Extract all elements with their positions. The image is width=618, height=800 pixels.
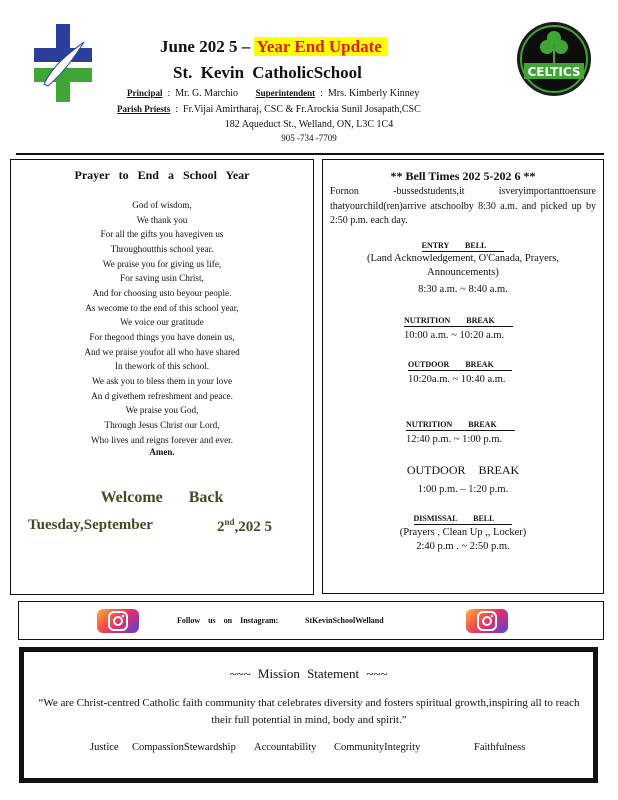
- prayer-line: And for choosing usto beyour people.: [92, 287, 232, 298]
- principal-row: Principal : Mr. G. Marchio Superintendent : Mrs. Kimberly Kinney: [127, 88, 420, 99]
- prayer-line: Throughoutthis school year.: [110, 243, 214, 254]
- newsletter-title: [160, 37, 388, 57]
- prayer-line: In thework of this school.: [114, 361, 210, 372]
- prayer-line: For thegood things you have donein us,: [89, 331, 235, 342]
- celtics-logo-text: CELTICS: [527, 65, 581, 79]
- prayer-poem: [12, 198, 312, 447]
- superintendent-label: Superintendent: [255, 88, 316, 98]
- mission-text: “We are Christ-centred Catholic faith community that celebrates diversity and fosters spiritual growth,inspiring all to reach their full potential in mind, body and spirit.”: [38, 697, 580, 726]
- nutrition-break-2-heading: NUTRITION BREAK: [406, 420, 515, 431]
- month-year: June 202 5: [160, 37, 238, 56]
- outdoor-break-1-time: 10:20a.m. ~ 10:40 a.m.: [408, 374, 506, 385]
- date-suffix: nd: [224, 517, 235, 527]
- nutrition-break-1-time: 10:00 a.m. ~ 10:20 a.m.: [404, 330, 505, 341]
- prayer-line: We praise you for giving us life,: [102, 258, 222, 269]
- prayer-line: We voice our gratitude: [120, 317, 204, 328]
- date-day: 2: [217, 519, 225, 535]
- prayer-line: We thank you: [136, 214, 188, 225]
- school-cross-logo: [34, 24, 92, 102]
- year-end-update: Year End Update: [254, 37, 387, 56]
- bell-intro: Fornon -bussedstudents,it isveryimportanttoensure thatyourchild(ren)arrive atschoolby 8:30 a.m. and picked up by 2:50 p.m. each day.: [330, 186, 596, 226]
- nutrition-break-1-heading: NUTRITION BREAK: [404, 316, 513, 327]
- principal-label: Principal: [127, 88, 163, 98]
- school-name: St. Kevin CatholicSchool: [173, 63, 362, 82]
- instagram-icon[interactable]: [466, 609, 508, 633]
- mission-title: ~~~ Mission Statement ~~~: [229, 666, 388, 681]
- prayer-line: As wecome to the end of this school year,: [85, 302, 239, 313]
- value-item: CompassionStewardship: [132, 742, 236, 753]
- value-item: Faithfulness: [474, 742, 526, 753]
- dismissal-bell-heading: DISMISSAL BELL: [414, 514, 513, 525]
- dismissal-bell-time: 2:40 p.m . ~ 2:50 p.m.: [416, 541, 510, 552]
- instagram-handle[interactable]: StKevinSchoolWelland: [305, 616, 384, 625]
- outdoor-break-1: [322, 360, 604, 387]
- prayer-line: For saving usin Christ,: [120, 273, 204, 284]
- outdoor-break-2-heading: OUTDOOR BREAK: [406, 463, 520, 477]
- school-phone: 905 -734 -7709: [281, 133, 337, 143]
- priests-label: Parish Priests: [117, 104, 171, 114]
- title-dash: –: [237, 37, 255, 56]
- celtics-logo: [516, 21, 592, 97]
- prayer-line: Through Jesus Christ our Lord,: [104, 419, 220, 430]
- school-address: 182 Aqueduct St., Welland, ON, L3C 1C4: [224, 119, 394, 130]
- priests-names: Fr.Vijai Amirtharaj, CSC & Fr.Arockia Sunil Josapath,CSC: [183, 104, 421, 115]
- bell-times-title: ** Bell Times 202 5-202 6 **: [390, 169, 536, 183]
- dismissal-bell-desc: (Prayers , Clean Up ,, Locker): [399, 527, 527, 538]
- nutrition-break-2: [322, 420, 604, 447]
- outdoor-break-2-time: 1:00 p.m. – 1:20 p.m.: [417, 484, 509, 495]
- entry-bell-heading: ENTRY BELL: [422, 241, 505, 252]
- entry-bell-desc: (Land Acknowledgement, O'Canada, Prayers, Announcements): [367, 253, 559, 278]
- prayer-amen: Amen.: [149, 447, 175, 457]
- priests-row: Parish Priests : Fr.Vijai Amirtharaj, CSC & Fr.Arockia Sunil Josapath,CSC: [117, 104, 421, 115]
- nutrition-break-2-time: 12:40 p.m. ~ 1:00 p.m.: [406, 434, 503, 445]
- return-date-weekday: Tuesday,September: [28, 517, 153, 533]
- prayer-line: Who lives and reigns forever and ever.: [90, 434, 234, 445]
- instagram-icon[interactable]: [97, 609, 139, 633]
- outdoor-break-1-heading: OUTDOOR BREAK: [408, 360, 512, 371]
- entry-bell-section: [322, 241, 604, 297]
- nutrition-break-1: [322, 316, 604, 343]
- outdoor-break-2: [322, 463, 604, 497]
- prayer-line: For all the gifts you havegiven us: [100, 229, 224, 240]
- value-item: Justice: [90, 742, 119, 753]
- prayer-line: God of wisdom,: [132, 200, 192, 210]
- welcome-back: Welcome Back: [100, 489, 224, 506]
- prayer-line: We praise you God,: [125, 405, 199, 416]
- value-item: CommunityIntegrity: [334, 742, 421, 753]
- prayer-line: An d givethem refreshment and peace.: [91, 390, 233, 401]
- entry-bell-time: 8:30 a.m. ~ 8:40 a.m.: [418, 284, 508, 295]
- follow-us-text: Follow us on Instagram:: [177, 616, 279, 625]
- superintendent-name: Mrs. Kimberly Kinney: [327, 88, 420, 99]
- return-date-day: [217, 517, 272, 536]
- prayer-title: Prayer to End a School Year: [74, 168, 250, 182]
- header-divider: [16, 153, 604, 155]
- value-item: Accountability: [254, 742, 317, 753]
- prayer-line: And we praise youfor all who have shared: [84, 346, 240, 357]
- dismissal-bell-section: [322, 514, 604, 554]
- date-year: ,202 5: [234, 519, 273, 535]
- prayer-line: We ask you to bless them in your love: [91, 375, 233, 386]
- core-values: [90, 742, 525, 753]
- principal-name: Mr. G. Marchio: [175, 88, 239, 99]
